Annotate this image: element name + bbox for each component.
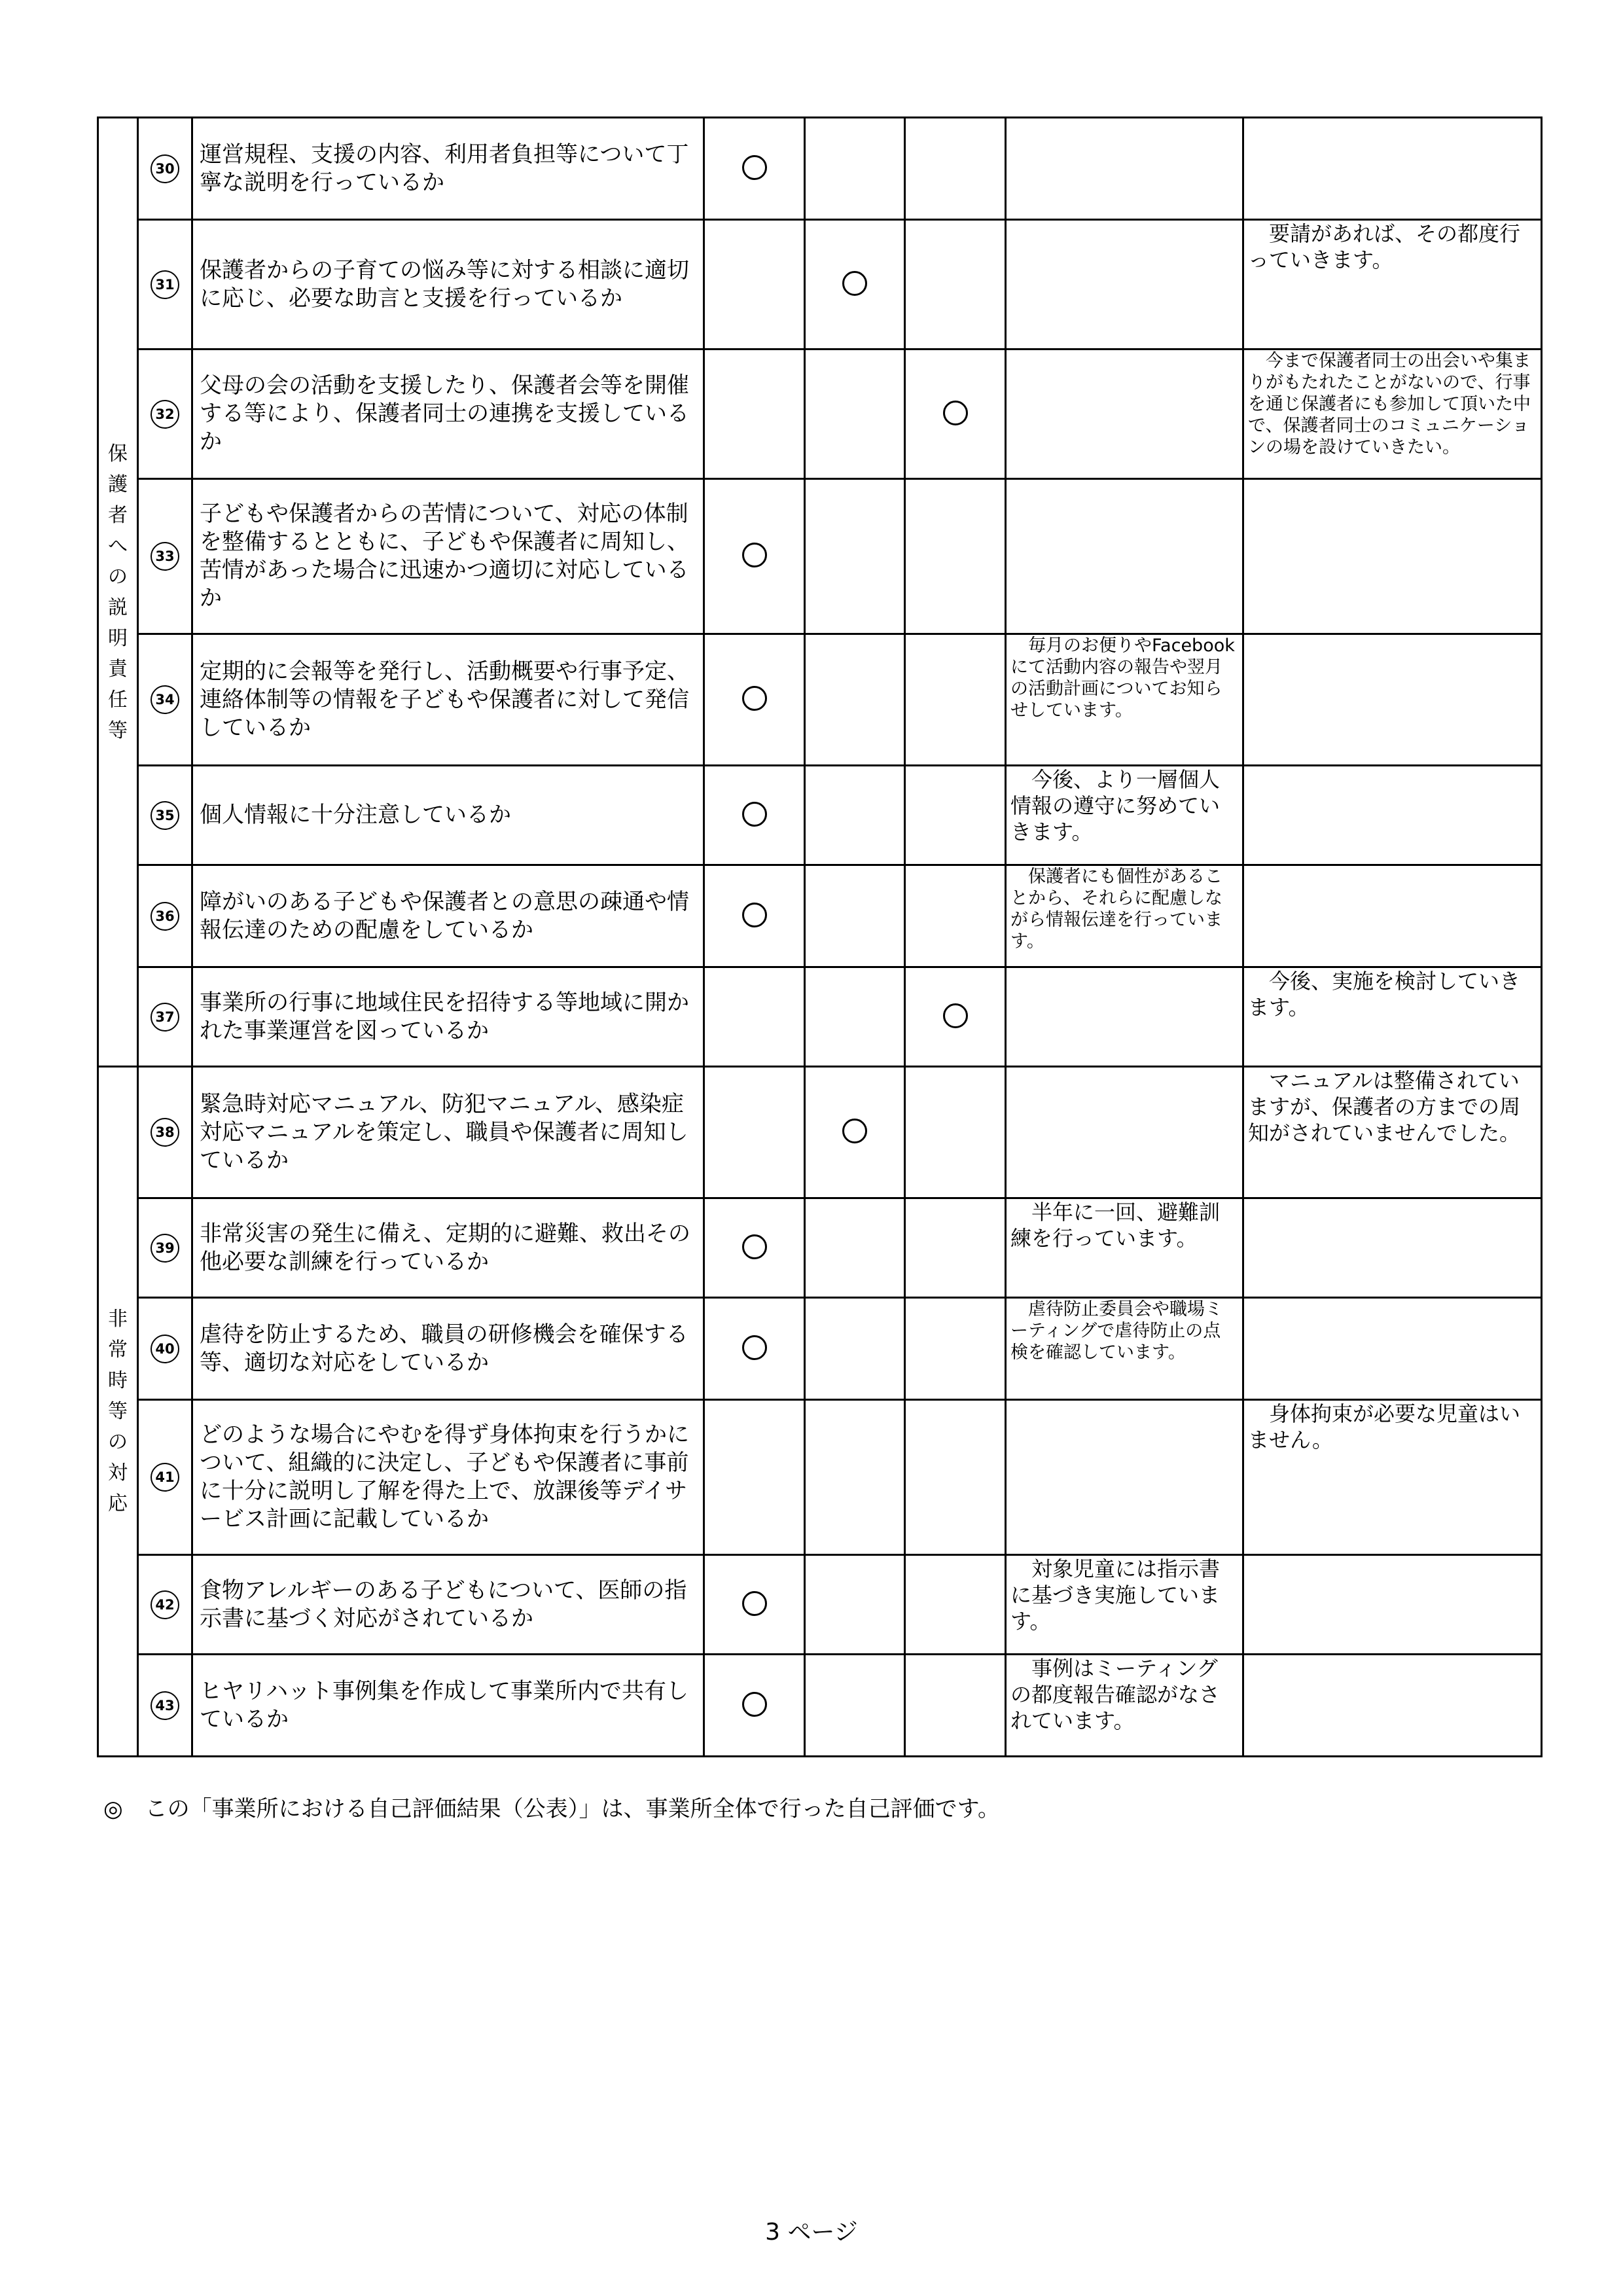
- table-row: [98, 766, 1542, 865]
- item-number-cell: [138, 220, 192, 350]
- item-number-cell: [138, 1298, 192, 1400]
- rating-cell-2: [805, 634, 905, 766]
- circle-mark-icon: [742, 903, 767, 927]
- improvement-comment-text: マニュアルは整備されていますが、保護者の方までの周知がされていませんでした。: [1248, 1068, 1521, 1145]
- item-number-cell: [138, 118, 192, 220]
- rating-cell-2: [805, 1298, 905, 1400]
- rating-cell-2: [805, 220, 905, 350]
- improvement-comment-text: 身体拘束が必要な児童はいません。: [1248, 1401, 1521, 1452]
- rating-cell-3: [905, 1198, 1006, 1298]
- item-number-cell: [138, 865, 192, 967]
- improvement-comment: [1243, 967, 1542, 1067]
- item-number: 42: [151, 1590, 179, 1619]
- footnote: ◎ この「事業所における自己評価結果（公表）」は、事業所全体で行った自己評価です。: [103, 1796, 1000, 1822]
- rating-cell-3: [905, 967, 1006, 1067]
- rating-cell-3: [905, 1555, 1006, 1655]
- improvement-comment: [1243, 1655, 1542, 1757]
- table-row: [98, 1198, 1542, 1298]
- improvement-comment: [1243, 220, 1542, 350]
- table-row: [98, 1298, 1542, 1400]
- table-row: [98, 1655, 1542, 1757]
- item-number: 35: [151, 801, 179, 830]
- rating-cell-3: [905, 350, 1006, 479]
- rating-cell-1: [704, 967, 805, 1067]
- improvement-comment-text: 今後、実施を検討していきます。: [1248, 969, 1521, 1020]
- item-number-cell: [138, 350, 192, 479]
- category-cell: [98, 118, 138, 1067]
- rating-cell-3: [905, 766, 1006, 865]
- rating-cell-3: [905, 1400, 1006, 1555]
- rating-cell-1: [704, 220, 805, 350]
- rating-cell-3: [905, 479, 1006, 634]
- item-number-cell: [138, 766, 192, 865]
- improvement-comment: [1243, 1298, 1542, 1400]
- check-item-text: 障がいのある子どもや保護者との意思の疎通や情報伝達のための配慮をしているか: [192, 865, 704, 967]
- status-comment: [1006, 1298, 1243, 1400]
- rating-cell-1: [704, 766, 805, 865]
- item-number: 36: [151, 902, 179, 931]
- table-row: [98, 1067, 1542, 1198]
- table-row: [98, 1555, 1542, 1655]
- improvement-comment: [1243, 766, 1542, 865]
- rating-cell-1: [704, 1655, 805, 1757]
- status-comment: [1006, 1655, 1243, 1757]
- status-comment: [1006, 479, 1243, 634]
- circle-mark-icon: [742, 802, 767, 827]
- check-item-text: 虐待を防止するため、職員の研修機会を確保する等、適切な対応をしているか: [192, 1298, 704, 1400]
- status-comment: [1006, 766, 1243, 865]
- check-item-text: 非常災害の発生に備え、定期的に避難、救出その他必要な訓練を行っているか: [192, 1198, 704, 1298]
- improvement-comment: [1243, 118, 1542, 220]
- item-number-cell: [138, 967, 192, 1067]
- check-item-text: 事業所の行事に地域住民を招待する等地域に開かれた事業運営を図っているか: [192, 967, 704, 1067]
- status-comment: [1006, 1067, 1243, 1198]
- status-comment: [1006, 118, 1243, 220]
- item-number-cell: [138, 1400, 192, 1555]
- rating-cell-2: [805, 118, 905, 220]
- improvement-comment: [1243, 479, 1542, 634]
- table-row: [98, 634, 1542, 766]
- item-number: 41: [151, 1463, 179, 1492]
- rating-cell-1: [704, 1067, 805, 1198]
- rating-cell-2: [805, 967, 905, 1067]
- rating-cell-2: [805, 1400, 905, 1555]
- check-item-text: 個人情報に十分注意しているか: [192, 766, 704, 865]
- rating-cell-2: [805, 865, 905, 967]
- improvement-comment: [1243, 634, 1542, 766]
- category-label: 非常時等の対応: [108, 1308, 128, 1515]
- rating-cell-1: [704, 1198, 805, 1298]
- table-row: [98, 865, 1542, 967]
- rating-cell-2: [805, 479, 905, 634]
- category-label: 保護者への説明責任等: [108, 442, 128, 742]
- rating-cell-1: [704, 634, 805, 766]
- table-row: [98, 118, 1542, 220]
- status-comment-text: 虐待防止委員会や職場ミーティングで虐待防止の点検を確認しています。: [1010, 1299, 1222, 1363]
- rating-cell-1: [704, 1400, 805, 1555]
- table-row: [98, 479, 1542, 634]
- rating-cell-3: [905, 865, 1006, 967]
- improvement-comment: [1243, 1067, 1542, 1198]
- circle-mark-icon: [943, 401, 968, 425]
- circle-mark-icon: [842, 1119, 867, 1143]
- circle-mark-icon: [742, 686, 767, 711]
- status-comment-text: 毎月のお便りやFacebookにて活動内容の報告や翌月の活動計画についてお知らせしています。: [1010, 636, 1235, 721]
- rating-cell-3: [905, 1067, 1006, 1198]
- rating-cell-1: [704, 1555, 805, 1655]
- self-evaluation-table: [97, 117, 1543, 1757]
- status-comment: [1006, 350, 1243, 479]
- circle-mark-icon: [742, 155, 767, 180]
- status-comment-text: 保護者にも個性があることから、それらに配慮しながら情報伝達を行っています。: [1010, 867, 1222, 952]
- item-number-cell: [138, 1655, 192, 1757]
- status-comment: [1006, 634, 1243, 766]
- rating-cell-1: [704, 350, 805, 479]
- rating-cell-1: [704, 479, 805, 634]
- check-item-text: ヒヤリハット事例集を作成して事業所内で共有しているか: [192, 1655, 704, 1757]
- rating-cell-2: [805, 766, 905, 865]
- status-comment: [1006, 967, 1243, 1067]
- rating-cell-3: [905, 220, 1006, 350]
- item-number: 33: [151, 542, 179, 571]
- rating-cell-3: [905, 1655, 1006, 1757]
- status-comment: [1006, 865, 1243, 967]
- page-number: 3 ページ: [765, 2219, 858, 2246]
- check-item-text: 子どもや保護者からの苦情について、対応の体制を整備するとともに、子どもや保護者に周知し、苦情があった場合に迅速かつ適切に対応しているか: [192, 479, 704, 634]
- check-item-text: 緊急時対応マニュアル、防犯マニュアル、感染症対応マニュアルを策定し、職員や保護者に周知しているか: [192, 1067, 704, 1198]
- item-number-cell: [138, 1555, 192, 1655]
- status-comment: [1006, 220, 1243, 350]
- circle-mark-icon: [742, 543, 767, 567]
- status-comment-text: 事例はミーティングの都度報告確認がなされています。: [1010, 1656, 1221, 1733]
- item-number: 37: [151, 1003, 179, 1031]
- item-number: 34: [151, 685, 179, 714]
- rating-cell-1: [704, 118, 805, 220]
- status-comment-text: 対象児童には指示書に基づき実施しています。: [1010, 1556, 1221, 1634]
- rating-cell-2: [805, 1555, 905, 1655]
- circle-mark-icon: [742, 1692, 767, 1717]
- item-number: 31: [151, 270, 179, 299]
- rating-cell-1: [704, 1298, 805, 1400]
- improvement-comment: [1243, 1555, 1542, 1655]
- circle-mark-icon: [943, 1003, 968, 1028]
- improvement-comment: [1243, 865, 1542, 967]
- category-cell: [98, 1067, 138, 1757]
- status-comment-text: 今後、より一層個人情報の遵守に努めていきます。: [1010, 767, 1221, 844]
- status-comment-text: 半年に一回、避難訓練を行っています。: [1010, 1200, 1221, 1251]
- item-number: 32: [151, 400, 179, 429]
- item-number-cell: [138, 634, 192, 766]
- circle-mark-icon: [742, 1335, 767, 1360]
- rating-cell-2: [805, 1067, 905, 1198]
- table-row: [98, 967, 1542, 1067]
- rating-cell-3: [905, 1298, 1006, 1400]
- rating-cell-1: [704, 865, 805, 967]
- check-item-text: 定期的に会報等を発行し、活動概要や行事予定、連絡体制等の情報を子どもや保護者に対して発信しているか: [192, 634, 704, 766]
- check-item-text: 保護者からの子育ての悩み等に対する相談に適切に応じ、必要な助言と支援を行っているか: [192, 220, 704, 350]
- check-item-text: 運営規程、支援の内容、利用者負担等について丁寧な説明を行っているか: [192, 118, 704, 220]
- item-number: 39: [151, 1234, 179, 1263]
- item-number-cell: [138, 1198, 192, 1298]
- status-comment: [1006, 1555, 1243, 1655]
- improvement-comment: [1243, 1198, 1542, 1298]
- item-number-cell: [138, 479, 192, 634]
- improvement-comment-text: 要請があれば、その都度行っていきます。: [1248, 221, 1521, 272]
- improvement-comment: [1243, 1400, 1542, 1555]
- check-item-text: 父母の会の活動を支援したり、保護者会等を開催する等により、保護者同士の連携を支援しているか: [192, 350, 704, 479]
- circle-mark-icon: [842, 271, 867, 296]
- item-number: 40: [151, 1335, 179, 1363]
- circle-mark-icon: [742, 1591, 767, 1616]
- table-row: [98, 350, 1542, 479]
- status-comment: [1006, 1400, 1243, 1555]
- improvement-comment-text: 今まで保護者同士の出会いや集まりがもたれたことがないので、行事を通じ保護者にも参加して頂いた中で、保護者同士のコミュニケーションの場を設けていきたい。: [1248, 351, 1531, 457]
- improvement-comment: [1243, 350, 1542, 479]
- rating-cell-2: [805, 1655, 905, 1757]
- item-number: 38: [151, 1118, 179, 1147]
- table-row: [98, 1400, 1542, 1555]
- rating-cell-2: [805, 350, 905, 479]
- table-row: [98, 220, 1542, 350]
- circle-mark-icon: [742, 1234, 767, 1259]
- rating-cell-3: [905, 634, 1006, 766]
- check-item-text: 食物アレルギーのある子どもについて、医師の指示書に基づく対応がされているか: [192, 1555, 704, 1655]
- item-number-cell: [138, 1067, 192, 1198]
- item-number: 43: [151, 1691, 179, 1720]
- item-number: 30: [151, 154, 179, 183]
- rating-cell-2: [805, 1198, 905, 1298]
- check-item-text: どのような場合にやむを得ず身体拘束を行うかについて、組織的に決定し、子どもや保護者に事前に十分に説明し了解を得た上で、放課後等デイサービス計画に記載しているか: [192, 1400, 704, 1555]
- status-comment: [1006, 1198, 1243, 1298]
- rating-cell-3: [905, 118, 1006, 220]
